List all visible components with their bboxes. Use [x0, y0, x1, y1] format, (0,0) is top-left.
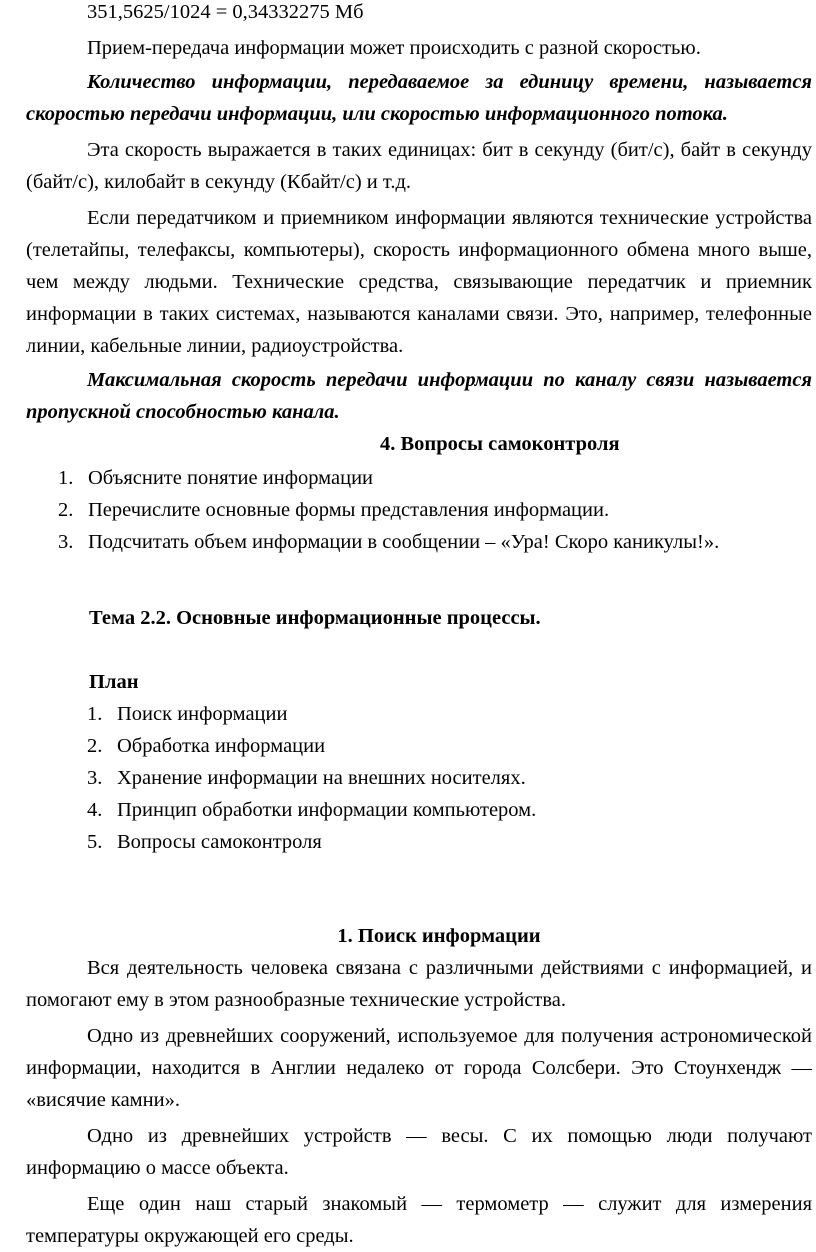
- list-item-text: Подсчитать объем информации в сообщении – «Ура! Скоро каникулы!».: [88, 531, 720, 553]
- list-item-text: Перечислите основные формы представления информации.: [88, 499, 610, 521]
- list-item-number: 2.: [58, 499, 74, 521]
- paragraph-speed: Прием-передача информации может происходить с разной скоростью.: [87, 37, 701, 59]
- list-item: [26, 762, 812, 794]
- list-item-text: Обработка информации: [117, 735, 326, 757]
- list-item: [26, 730, 812, 762]
- paragraph-scales: Одно из древнейших устройств — весы. С их помощью люди получают информацию о массе объекта.: [26, 1125, 812, 1179]
- list-item-number: 3.: [87, 767, 103, 789]
- definition-channel-capacity: Максимальная скорость передачи информации по каналу связи называется пропускной способностью канала.: [26, 369, 812, 423]
- topic-heading: Тема 2.2. Основные информационные процессы.: [89, 607, 541, 629]
- list-item: [26, 794, 812, 826]
- list-item-number: 1.: [58, 467, 74, 489]
- section-heading-search: 1. Поиск информации: [337, 925, 541, 947]
- list-item-text: Хранение информации на внешних носителях.: [117, 767, 526, 789]
- list-item-number: 1.: [87, 703, 103, 725]
- list-item: [26, 698, 812, 730]
- paragraph-thermometer: Еще один наш старый знакомый — термометр — служит для измерения температуры окружающей его среды.: [26, 1193, 812, 1247]
- list-item-number: 3.: [58, 531, 74, 553]
- questions-list: [26, 462, 812, 558]
- questions-heading: 4. Вопросы самоконтроля: [380, 433, 620, 455]
- list-item-text: Объясните понятие информации: [88, 467, 374, 489]
- plan-heading: План: [89, 671, 139, 693]
- list-item: [26, 526, 812, 558]
- list-item-number: 5.: [87, 831, 103, 853]
- list-item-text: Поиск информации: [117, 703, 288, 725]
- paragraph-activity: Вся деятельность человека связана с различными действиями с информацией, и помогают ему в этом разнообразные технические устройства.: [26, 957, 812, 1011]
- list-item-number: 4.: [87, 799, 103, 821]
- list-item: [26, 826, 812, 858]
- list-item: [26, 462, 812, 494]
- list-item-text: Принцип обработки информации компьютером.: [117, 799, 537, 821]
- plan-list: [26, 698, 812, 858]
- list-item-text: Вопросы самоконтроля: [117, 831, 322, 853]
- list-item: [26, 494, 812, 526]
- definition-transfer-speed: Количество информации, передаваемое за единицу времени, называется скоростью передачи информации, или скоростью информационного потока.: [26, 71, 812, 125]
- paragraph-units: Эта скорость выражается в таких единицах: бит в секунду (бит/с), байт в секунду (байт/с), килобайт в секунду (Кбайт/с) и т.д.: [26, 139, 812, 193]
- paragraph-stonehenge: Одно из древнейших сооружений, используемое для получения астрономической информации, находится в Англии недалеко от города Солсбери. Это Стоунхендж — «висячие камни».: [26, 1025, 812, 1111]
- paragraph-channels: Если передатчиком и приемником информации являются технические устройства (телетайпы, телефаксы, компьютеры), скорость информационного обмена много выше, чем между людьми. Технические средства, связывающие передатчик и приемник информации в таких системах, называются каналами связи. Это, например, телефонные линии, кабельные линии, радиоустройства.: [26, 207, 812, 357]
- formula-line: 351,5625/1024 = 0,34332275 Мб: [87, 1, 364, 23]
- list-item-number: 2.: [87, 735, 103, 757]
